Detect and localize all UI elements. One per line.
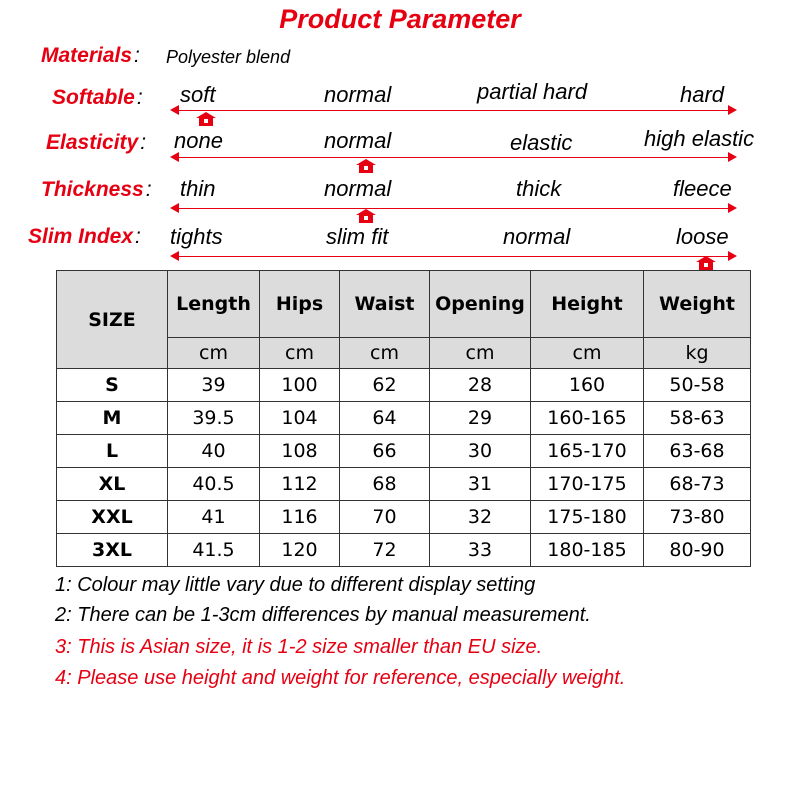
table-row	[57, 402, 751, 435]
scale-line	[178, 256, 728, 257]
note-3: 3: This is Asian size, it is 1-2 size smaller than EU size.	[55, 636, 543, 658]
param-label-text: Thickness	[41, 178, 144, 201]
table-cell: 41	[168, 501, 260, 534]
option-normal: normal	[324, 128, 392, 153]
size-cell: S	[57, 369, 168, 402]
materials-label: Materials:	[41, 44, 140, 67]
size-table	[56, 270, 751, 567]
table-row	[57, 534, 751, 567]
table-cell: 72	[340, 534, 430, 567]
selected-marker-icon	[356, 209, 376, 223]
unit-cell: cm	[531, 338, 644, 369]
table-cell: 40	[168, 435, 260, 468]
scale-line	[178, 157, 728, 158]
table-row	[57, 369, 751, 402]
table-cell: 68-73	[644, 468, 751, 501]
materials-value: Polyester blend	[166, 47, 291, 67]
column-header: Hips	[260, 271, 340, 338]
table-cell: 33	[430, 534, 531, 567]
unit-cell: kg	[644, 338, 751, 369]
size-cell: 3XL	[57, 534, 168, 567]
option-slim-fit: slim fit	[326, 224, 389, 249]
table-cell: 175-180	[531, 501, 644, 534]
scale-right-arrow-icon	[728, 152, 737, 162]
scale-right-arrow-icon	[728, 203, 737, 213]
table-cell: 30	[430, 435, 531, 468]
table-cell: 39	[168, 369, 260, 402]
scale-line	[178, 110, 728, 111]
table-cell: 50-58	[644, 369, 751, 402]
selected-marker-icon	[696, 256, 716, 270]
option-hard: hard	[680, 82, 725, 107]
table-cell: 73-80	[644, 501, 751, 534]
param-label-elasticity: Elasticity:	[46, 131, 147, 154]
option-thick: thick	[516, 176, 562, 201]
option-normal: normal	[503, 224, 571, 249]
column-header: Opening	[430, 271, 531, 338]
size-cell: XXL	[57, 501, 168, 534]
table-cell: 63-68	[644, 435, 751, 468]
option-soft: soft	[180, 82, 216, 107]
option-normal: normal	[324, 82, 392, 107]
note-2: 2: There can be 1-3cm differences by manual measurement.	[55, 604, 591, 626]
page-title: Product Parameter	[279, 4, 521, 34]
option-none: none	[174, 128, 223, 153]
table-cell: 40.5	[168, 468, 260, 501]
scale-line	[178, 208, 728, 209]
scale-right-arrow-icon	[728, 105, 737, 115]
param-label-text: Softable	[52, 86, 135, 109]
column-header: Waist	[340, 271, 430, 338]
table-cell: 165-170	[531, 435, 644, 468]
scale-right-arrow-icon	[728, 251, 737, 261]
param-label-slim-index: Slim Index:	[28, 225, 141, 248]
table-header-row	[57, 271, 751, 338]
materials-label-text: Materials	[41, 44, 133, 67]
unit-cell: cm	[430, 338, 531, 369]
param-label-softable: Softable:	[52, 86, 143, 109]
option-elastic: elastic	[510, 130, 573, 155]
table-row	[57, 501, 751, 534]
column-header: Length	[168, 271, 260, 338]
table-cell: 160	[531, 369, 644, 402]
option-loose: loose	[676, 224, 729, 249]
table-cell: 70	[340, 501, 430, 534]
param-label-text: Elasticity	[46, 131, 139, 154]
table-cell: 80-90	[644, 534, 751, 567]
size-cell: M	[57, 402, 168, 435]
column-header: Weight	[644, 271, 751, 338]
option-tights: tights	[170, 224, 223, 249]
table-cell: 100	[260, 369, 340, 402]
size-column-header: SIZE	[57, 271, 168, 369]
param-label-thickness: Thickness:	[41, 178, 152, 201]
column-header: Height	[531, 271, 644, 338]
table-cell: 28	[430, 369, 531, 402]
table-cell: 116	[260, 501, 340, 534]
option-fleece: fleece	[673, 176, 732, 201]
table-cell: 104	[260, 402, 340, 435]
note-4: 4: Please use height and weight for reference, especially weight.	[55, 667, 626, 689]
option-partial-hard: partial hard	[477, 79, 588, 104]
unit-cell: cm	[340, 338, 430, 369]
note-1: 1: Colour may little vary due to different display setting	[55, 574, 536, 596]
option-normal: normal	[324, 176, 392, 201]
table-cell: 66	[340, 435, 430, 468]
size-cell: L	[57, 435, 168, 468]
table-cell: 68	[340, 468, 430, 501]
table-cell: 180-185	[531, 534, 644, 567]
size-cell: XL	[57, 468, 168, 501]
table-cell: 112	[260, 468, 340, 501]
selected-marker-icon	[196, 112, 216, 126]
table-cell: 108	[260, 435, 340, 468]
table-cell: 58-63	[644, 402, 751, 435]
table-cell: 41.5	[168, 534, 260, 567]
table-cell: 39.5	[168, 402, 260, 435]
table-cell: 62	[340, 369, 430, 402]
unit-cell: cm	[168, 338, 260, 369]
table-cell: 170-175	[531, 468, 644, 501]
option-thin: thin	[180, 176, 216, 201]
selected-marker-icon	[356, 159, 376, 173]
table-cell: 32	[430, 501, 531, 534]
option-high-elastic: high elastic	[644, 126, 755, 151]
table-cell: 160-165	[531, 402, 644, 435]
table-cell: 64	[340, 402, 430, 435]
table-cell: 29	[430, 402, 531, 435]
table-row	[57, 435, 751, 468]
table-cell: 120	[260, 534, 340, 567]
unit-cell: cm	[260, 338, 340, 369]
table-row	[57, 468, 751, 501]
table-cell: 31	[430, 468, 531, 501]
param-label-text: Slim Index	[28, 225, 134, 248]
